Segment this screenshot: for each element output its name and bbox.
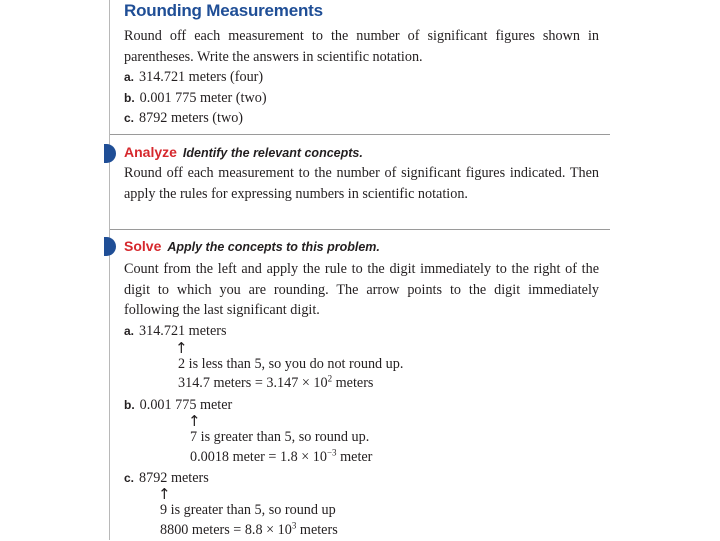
problem-item-b <box>124 88 267 109</box>
item-label: b. <box>124 91 135 105</box>
item-label: c. <box>124 111 135 125</box>
solve-step-b-result <box>190 447 372 468</box>
result-exponent: −3 <box>326 447 337 458</box>
page-left-border <box>109 0 110 540</box>
item-text: 8792 meters (two) <box>139 110 244 126</box>
problem-intro: Round off each measurement to the number of significant figures shown in parentheses. Write the answers in scientific notation. <box>124 28 599 65</box>
step-measurement: 0.001 775 meter <box>139 397 233 413</box>
section-divider <box>110 229 610 230</box>
step-measurement: 8792 meters <box>139 470 209 486</box>
step-label: c. <box>124 471 135 485</box>
item-text: 314.721 meters (four) <box>139 69 264 85</box>
arrow-up-icon: ↑ <box>188 412 201 430</box>
solve-step-b-measurement <box>124 395 232 416</box>
result-unit: meter <box>336 449 373 465</box>
arrow-up-icon: ↑ <box>158 485 171 503</box>
analyze-tab-marker <box>104 144 116 163</box>
result-unit: meters <box>332 375 374 391</box>
solve-step-a-result <box>178 373 373 394</box>
solve-step-a-note: 2 is less than 5, so you do not round up. <box>178 356 404 372</box>
result-exponent: 2 <box>327 373 333 384</box>
item-text: 0.001 775 meter (two) <box>139 90 267 106</box>
arrow-up-icon: ↑ <box>175 339 188 357</box>
solve-step-c-note: 9 is greater than 5, so round up <box>160 502 336 518</box>
result-equation: 8800 meters = 8.8 × 10 <box>160 522 292 538</box>
page-title: Rounding Measurements <box>124 1 323 20</box>
analyze-heading <box>124 144 363 162</box>
item-label: a. <box>124 70 135 84</box>
section-divider <box>110 134 610 135</box>
result-equation: 314.7 meters = 3.147 × 10 <box>178 375 328 391</box>
step-label: a. <box>124 324 135 338</box>
solve-subtitle: Apply the concepts to this problem. <box>167 240 380 254</box>
analyze-text: Round off each measurement to the number of significant figures indicated. Then apply the rules for expressing numbers in scientific notation. <box>124 165 599 202</box>
solve-heading <box>124 238 380 256</box>
result-equation: 0.0018 meter = 1.8 × 10 <box>190 449 327 465</box>
solve-text: Count from the left and apply the rule to the digit immediately to the right of the digit to which you are rounding. The arrow points to the digit immediately following the last significant digit. <box>124 261 599 318</box>
result-exponent: 3 <box>291 520 297 531</box>
step-measurement: 314.721 meters <box>139 323 227 339</box>
solve-step-c-result <box>160 520 338 541</box>
solve-step-b-note: 7 is greater than 5, so round up. <box>190 429 370 445</box>
solve-title: Solve <box>124 238 162 254</box>
analyze-subtitle: Identify the relevant concepts. <box>182 146 363 160</box>
analyze-title: Analyze <box>124 144 177 160</box>
problem-item-c <box>124 108 243 129</box>
problem-item-a <box>124 67 263 88</box>
solve-tab-marker <box>104 237 116 256</box>
result-unit: meters <box>296 522 338 538</box>
step-label: b. <box>124 398 135 412</box>
